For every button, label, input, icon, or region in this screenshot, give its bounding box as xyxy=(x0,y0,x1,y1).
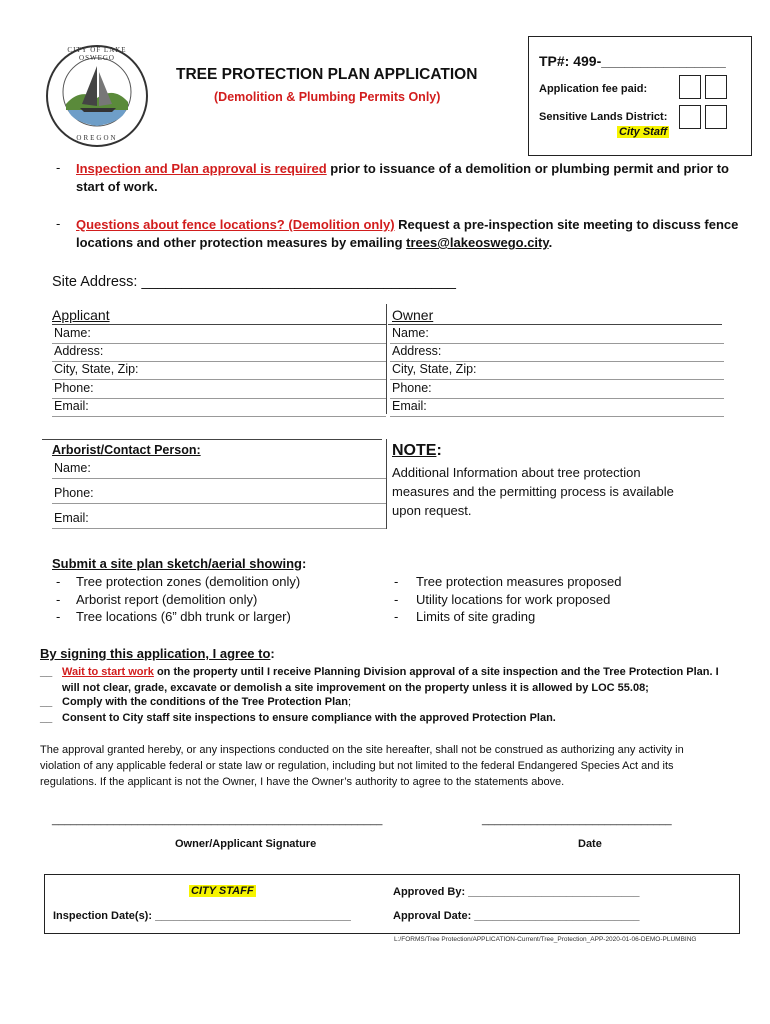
inspection-dates-field[interactable]: Inspection Date(s): ________________________________ xyxy=(53,910,351,922)
fee-checkbox-1[interactable] xyxy=(679,75,701,99)
applicant-field-4[interactable]: Phone: xyxy=(54,380,94,395)
staff-box-title: CITY STAFF xyxy=(191,885,254,897)
note-2-link[interactable]: Questions about fence locations? (Demolition only) xyxy=(76,217,395,232)
agreement-item-3-text: Consent to City staff site inspections to ensure compliance with the approved Protection Plan. xyxy=(62,712,556,724)
agreement-heading xyxy=(40,646,275,661)
owner-field-3[interactable]: City, State, Zip: xyxy=(392,362,477,377)
site-plan-right-dash-3: - xyxy=(394,609,399,624)
date-line[interactable]: _______________________________ xyxy=(482,814,672,826)
applicant-field-5[interactable]: Email: xyxy=(54,398,89,413)
note-1-dash: - xyxy=(56,160,61,175)
district-label: Sensitive Lands District: xyxy=(539,111,668,123)
note-heading-text: NOTE xyxy=(392,442,437,459)
wait-to-start-link[interactable]: Wait to start work xyxy=(62,666,154,678)
note-heading-colon: : xyxy=(436,442,442,459)
applicant-field-1[interactable]: Name: xyxy=(54,326,91,340)
agreement-item-1-text: on the property until I receive Planning Division approval of a site inspection and the Tree Protection Plan. I xyxy=(153,666,719,678)
approved-by-field[interactable]: Approved By: ____________________________ xyxy=(393,886,640,898)
page-title: TREE PROTECTION PLAN APPLICATION xyxy=(176,66,478,83)
arborist-field-1[interactable]: Name: xyxy=(54,461,91,475)
note-heading xyxy=(392,442,442,460)
agreement-item-2-end: ; xyxy=(348,696,352,708)
note-2-dash: - xyxy=(56,216,61,231)
arborist-divider xyxy=(386,439,387,529)
district-checkbox-2[interactable] xyxy=(705,105,727,129)
logo-bottom-text: OREGON xyxy=(76,134,118,142)
site-plan-left-dash-3: - xyxy=(56,609,61,624)
disclaimer-line-2: violation of any applicable federal or state law or regulation, including but not limited to the federal Endangered Species Act and its xyxy=(40,760,674,772)
footer-path: L:/FORMS/Tree Protection/APPLICATION-Current/Tree_Protection_APP-2020-01-06-DEMO-PLUMBING xyxy=(394,936,697,943)
signature-line[interactable]: ______________________________________________________ xyxy=(52,814,383,826)
table-divider xyxy=(386,304,387,414)
applicant-heading: Applicant xyxy=(52,307,110,323)
date-label: Date xyxy=(578,838,602,850)
agreement-colon: : xyxy=(270,646,275,661)
city-staff-label: City Staff xyxy=(619,126,668,138)
owner-field-1[interactable]: Name: xyxy=(392,326,429,340)
note-1-text2: start of work. xyxy=(76,179,158,194)
note-line-3: upon request. xyxy=(392,503,472,518)
applicant-field-3[interactable]: City, State, Zip: xyxy=(54,362,139,377)
site-plan-left-dash-2: - xyxy=(56,591,61,607)
district-checkboxes xyxy=(675,105,727,129)
owner-field-5[interactable]: Email: xyxy=(392,398,427,413)
agreement-heading-text: By signing this application, I agree to xyxy=(40,646,271,661)
site-plan-heading xyxy=(52,556,306,571)
site-plan-colon: : xyxy=(301,556,307,571)
note-1 xyxy=(76,160,756,196)
arborist-heading: Arborist/Contact Person: xyxy=(52,443,201,457)
logo-top-text: CITY OF LAKE OSWEGO xyxy=(67,46,127,62)
note-1-text: prior to issuance of a demolition or plumbing permit and prior to xyxy=(326,161,729,176)
note-2 xyxy=(76,216,756,252)
site-plan-left-dash-1: - xyxy=(56,574,61,589)
agreement-item-1 xyxy=(40,664,740,696)
applicant-field-2[interactable]: Address: xyxy=(54,344,104,359)
tp-box xyxy=(528,36,752,156)
arborist-field-2[interactable]: Phone: xyxy=(54,486,94,500)
note-2-text: Request a pre-inspection site meeting to discuss fence xyxy=(394,217,739,232)
site-plan-heading-text: Submit a site plan sketch/aerial showing xyxy=(52,556,302,571)
tp-number: TP#: 499-________________ xyxy=(539,53,726,69)
email-link[interactable]: trees@lakeoswego.city xyxy=(406,235,549,250)
site-plan-left-item-2: Arborist report (demolition only) xyxy=(76,591,258,607)
agreement-blank-1[interactable]: __ xyxy=(40,666,53,678)
city-staff-box xyxy=(44,874,740,934)
owner-field-4[interactable]: Phone: xyxy=(392,380,432,395)
page-subtitle: (Demolition & Plumbing Permits Only) xyxy=(214,90,441,104)
note-2-text2: locations and other protection measures by emailing xyxy=(76,235,407,250)
fee-label: Application fee paid: xyxy=(539,83,648,95)
district-checkbox-1[interactable] xyxy=(679,105,701,129)
site-plan-right-dash-1: - xyxy=(394,574,399,589)
note-line-2: measures and the permitting process is available xyxy=(392,484,674,499)
fee-checkbox-2[interactable] xyxy=(705,75,727,99)
site-address-field[interactable]: Site Address: _______________________________________ xyxy=(52,274,456,290)
city-logo xyxy=(44,42,150,150)
disclaimer-line-1: The approval granted hereby, or any inspections conducted on the site hereafter, shall not be construed as authorizing any activity in xyxy=(40,744,684,756)
agreement-item-2-text: Comply with the conditions of the Tree Protection Plan xyxy=(62,696,349,708)
arborist-field-3[interactable]: Email: xyxy=(54,511,89,525)
note-text xyxy=(392,463,674,520)
disclaimer-line-3: regulations. If the applicant is not the Owner, I have the Owner’s authority to agree to the statements above. xyxy=(40,776,565,788)
approval-date-field[interactable]: Approval Date: ___________________________ xyxy=(393,910,640,922)
site-plan-left-item-3: Tree locations (6” dbh trunk or larger) xyxy=(76,609,291,624)
agreement-item-2 xyxy=(40,696,351,708)
owner-field-2[interactable]: Address: xyxy=(392,344,442,359)
fee-checkboxes xyxy=(675,75,727,99)
site-plan-right-item-1: Tree protection measures proposed xyxy=(416,574,622,589)
site-plan-right-item-3: Limits of site grading xyxy=(416,609,536,624)
note-line-1: Additional Information about tree protection xyxy=(392,465,641,480)
owner-heading: Owner xyxy=(392,307,434,323)
note-2-end: . xyxy=(548,235,553,250)
agreement-blank-2[interactable]: __ xyxy=(40,696,53,708)
agreement-item-3 xyxy=(40,712,556,724)
note-1-link[interactable]: Inspection and Plan approval is required xyxy=(76,161,327,176)
agreement-item-1-text2: will not clear, grade, excavate or demolish a site improvement on the property unless it is allowed by LOC 55.08; xyxy=(62,682,649,694)
disclaimer xyxy=(40,742,760,790)
agreement-blank-3[interactable]: __ xyxy=(40,712,53,724)
site-plan-right-dash-2: - xyxy=(394,591,399,607)
site-plan-left-item-1: Tree protection zones (demolition only) xyxy=(76,574,301,589)
site-plan-right-item-2: Utility locations for work proposed xyxy=(416,591,611,607)
signature-label: Owner/Applicant Signature xyxy=(175,838,317,850)
